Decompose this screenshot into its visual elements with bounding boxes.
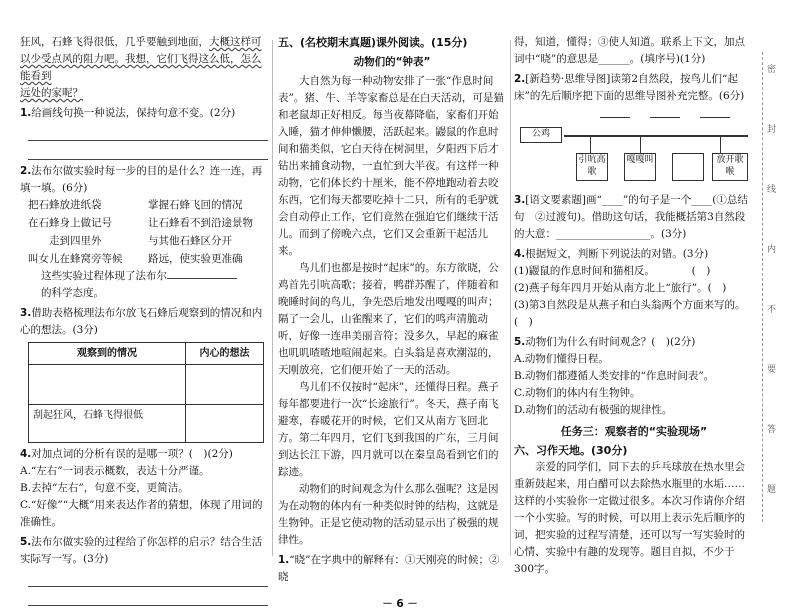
underlined-sentence-end: 远处的家呢？ <box>20 87 83 99</box>
match-right[interactable]: 让石蜂看不到沿途景物 <box>148 217 253 229</box>
seal-char: 封 <box>767 125 777 135</box>
seal-char: 题 <box>767 485 777 495</box>
column-left <box>20 34 268 606</box>
essay-prompt: 亲爱的同学们，同下去的乒乓球放在热水里会重新鼓起来，用白醋可以去除热水瓶里的水垢……这样的小实验你一定做过很多。本次习作请你介绍一个小实验。写的时候，可以用上表示先后顺序的词，把实验的过程写清楚，还可以写一写实验时的心情、实验中有趣的发现等。题目自拟，不少于300字。 <box>514 461 745 575</box>
seal-char: 密 <box>767 65 777 75</box>
seal-char: 要 <box>767 365 777 375</box>
mind-map-branch: 引吭高歌 <box>576 153 608 181</box>
table-header: 内心的想法 <box>186 343 264 365</box>
question-5: 5.法布尔做实验的过程给了你怎样的启示？结合生活实际写一写。(3分) <box>20 536 263 565</box>
match-right[interactable]: 路远，使实验更准确 <box>148 253 243 265</box>
option[interactable]: C.动物们的体内有生物钟。 <box>514 387 641 399</box>
answer-line[interactable] <box>28 141 268 160</box>
column-divider <box>272 40 273 556</box>
option[interactable]: A.“左右”一词表示概数，表达十分严谨。 <box>20 465 210 477</box>
option[interactable]: C.“好像”“大概”用来表达作者的猜想，体现了用词的准确性。 <box>20 499 263 528</box>
page-number: － 6 － <box>382 598 418 610</box>
passage-paragraph: 鸟儿们也都是按时“起床”的。东方欲晓，公鸡首先引吭高歌；接着，鸭群苏醒了，伴随着和晚睡时间的鸟儿，争先恐后地发出嘎嘎的叫声；隔了一会儿，山雀醒来了，它们的鸣声清脆动听，好像一连串美丽音符；没多久，早起的麻雀也叽叽喳喳地喧闹起来。白头翁是喜欢潮湿的，天刚放亮，它们便开始了一天的活动。 <box>278 262 499 376</box>
mind-map-branch: 嘎嘎叫 <box>624 153 656 181</box>
section-heading: 五、(名校期末真题)课外阅读。(15分) <box>278 36 468 49</box>
match-left[interactable]: 把石蜂放进纸袋 <box>28 199 102 211</box>
seal-char: 内 <box>767 245 777 255</box>
question-3: 3.借助表格梳理法布尔放飞石蜂后观察到的情况和内心的想法。(3分) <box>20 307 263 336</box>
mind-map-blank[interactable] <box>700 117 730 118</box>
option[interactable]: D.动物们的活动有极强的规律性。 <box>514 404 673 416</box>
match-right[interactable]: 与其他石蜂区分开 <box>148 235 232 247</box>
question-1: 1.给画线句换一种说法，保持句意不变。(2分) <box>20 107 236 119</box>
match-left[interactable]: 走到四里外 <box>49 235 102 247</box>
mind-map-bone <box>720 137 721 153</box>
option[interactable]: B.去掉“左右”，句意不变，更简洁。 <box>20 482 189 494</box>
answer-line[interactable] <box>28 122 268 141</box>
column-divider <box>510 40 511 556</box>
true-false-item[interactable]: (1)鼹鼠的作息时间和猫相反。 ( ) <box>514 265 711 277</box>
seal-line-strip <box>762 52 777 522</box>
match-right[interactable]: 掌握石蜂飞回的情况 <box>148 199 243 211</box>
underlined-sentence: 大概这样可以少受点风的阻力吧。我想，它们飞得这么低，怎么能看到 <box>20 36 262 82</box>
mind-map-bone <box>640 137 641 153</box>
passage-paragraph: 动物们的时间观念为什么那么强呢？这是因为在动物的体内有一种类似时钟的结构，这就是生物钟。正是它使动物的活动显示出了极强的规律性。 <box>278 483 499 546</box>
fill-sentence: 这些实验过程体现了法布尔 <box>20 268 268 285</box>
option[interactable]: A.动物们懂得日程。 <box>514 353 609 365</box>
intro-line: 狂风，石蜂飞得很低，几乎要触到地面，大概这样可以少受点风的阻力吧。我想，它们飞得这么低，怎么能看到 <box>20 36 262 82</box>
task-banner: 任务三：观察者的“实验现场” <box>560 425 708 438</box>
question-continuation: 得，知道，懂得；③使人知道。联系上下文，加点词中“晓”的意思是______。(填序号)(1分) <box>514 36 745 65</box>
section-heading: 六、习作天地。(30分) <box>514 444 628 457</box>
table-cell[interactable] <box>186 365 264 405</box>
table-cell: 刮起狂风，石蜂飞得很低 <box>29 405 186 443</box>
mind-map-branch: 放开歌喉 <box>712 153 748 181</box>
true-false-item[interactable]: (2)燕子每年四月开始从南方北上“旅行”。( ) <box>514 282 727 294</box>
seal-char: 线 <box>767 185 777 195</box>
seal-char: 不 <box>767 305 777 315</box>
question-1: 1.“晓”在字典中的解释有：①天刚亮的时候；②晓 <box>278 554 500 583</box>
question-2: 2.[新趋势·思维导图]读第2自然段，按鸟儿们“起床”的先后顺序把下面的思维导图补充完整。(6分) <box>514 73 745 102</box>
mind-map-blank[interactable] <box>600 117 630 118</box>
column-middle <box>278 34 506 586</box>
mind-map <box>520 109 750 189</box>
table-cell[interactable] <box>29 365 186 405</box>
question-3: 3.[语文要素题]画“____”的句子是一个____(①总结句 ②过渡句)。借助这句话，我能概括第3自然段的大意：__________________。(3分) <box>514 194 748 240</box>
fill-end: 的科学态度。 <box>41 287 104 299</box>
answer-line[interactable] <box>28 568 268 587</box>
observation-table <box>28 342 264 443</box>
passage-title: 动物们的“钟表” <box>353 56 431 68</box>
column-right <box>514 34 754 578</box>
fill-blank[interactable] <box>167 278 237 279</box>
match-left[interactable]: 叫女儿在蜂窝旁等候 <box>28 253 123 265</box>
seal-char: 答 <box>767 425 777 435</box>
mind-map-branch-blank[interactable] <box>672 153 704 181</box>
true-false-item[interactable]: (3)第3自然段是从燕子和白头翁两个方面来写的。( ) <box>514 299 746 328</box>
passage-paragraph: 大自然为每一种动物安排了一张“作息时间表”。猪、牛、羊等家畜总是在白天活动，可是猫和老鼠却正好相反。每当夜幕降临，家畜们开始入睡，猫才伸伸懒腰，活跃起来。鼹鼠的作息时间和猫类似，它白天待在树洞里，夕阳西下后才钻出来捕食动物，一直忙到大半夜。有这样一种动物，它们体长约十厘米，能不停地跑动着去咬东西，它们每天都要吃掉十二只，所有的毛驴就会自动停止工作，它们竟然在强迫它们继续干活儿。而到了傍晚六点，它们又会重新干起活儿来。 <box>278 75 504 257</box>
question-4: 4.根据短文，判断下列说法的对错。(3分) <box>514 248 709 260</box>
question-4: 4.对加点词的分析有误的是哪一项？( )(2分) <box>20 448 233 460</box>
question-5: 5.动物们为什么有时间观念？( )(2分) <box>514 336 696 348</box>
mind-map-bone <box>590 137 591 153</box>
mind-map-head: 公鸡 <box>520 127 562 143</box>
passage-paragraph: 鸟儿们不仅按时“起床”，还懂得日程。燕子每年都要进行一次“长途旅行”。冬天，燕子南飞避寒，春暖花开的时候，它们又从南方飞回北方。第二年四月，它们飞到我国的广东，三月间到达长江下游，四月就可以在秦皇岛看到它们的踪迹。 <box>278 381 499 478</box>
mind-map-blank[interactable] <box>650 117 680 118</box>
question-2: 2.法布尔做实验时每一步的目的是什么？连一连，再填一填。(6分) <box>20 165 263 194</box>
matching-pairs[interactable] <box>20 197 268 268</box>
option[interactable]: B.动物们都遵循人类安排的“作息时间表”。 <box>514 370 715 382</box>
table-cell[interactable] <box>186 405 264 443</box>
match-left[interactable]: 在石蜂身上做记号 <box>28 217 112 229</box>
table-header: 观察到的情况 <box>29 343 186 365</box>
